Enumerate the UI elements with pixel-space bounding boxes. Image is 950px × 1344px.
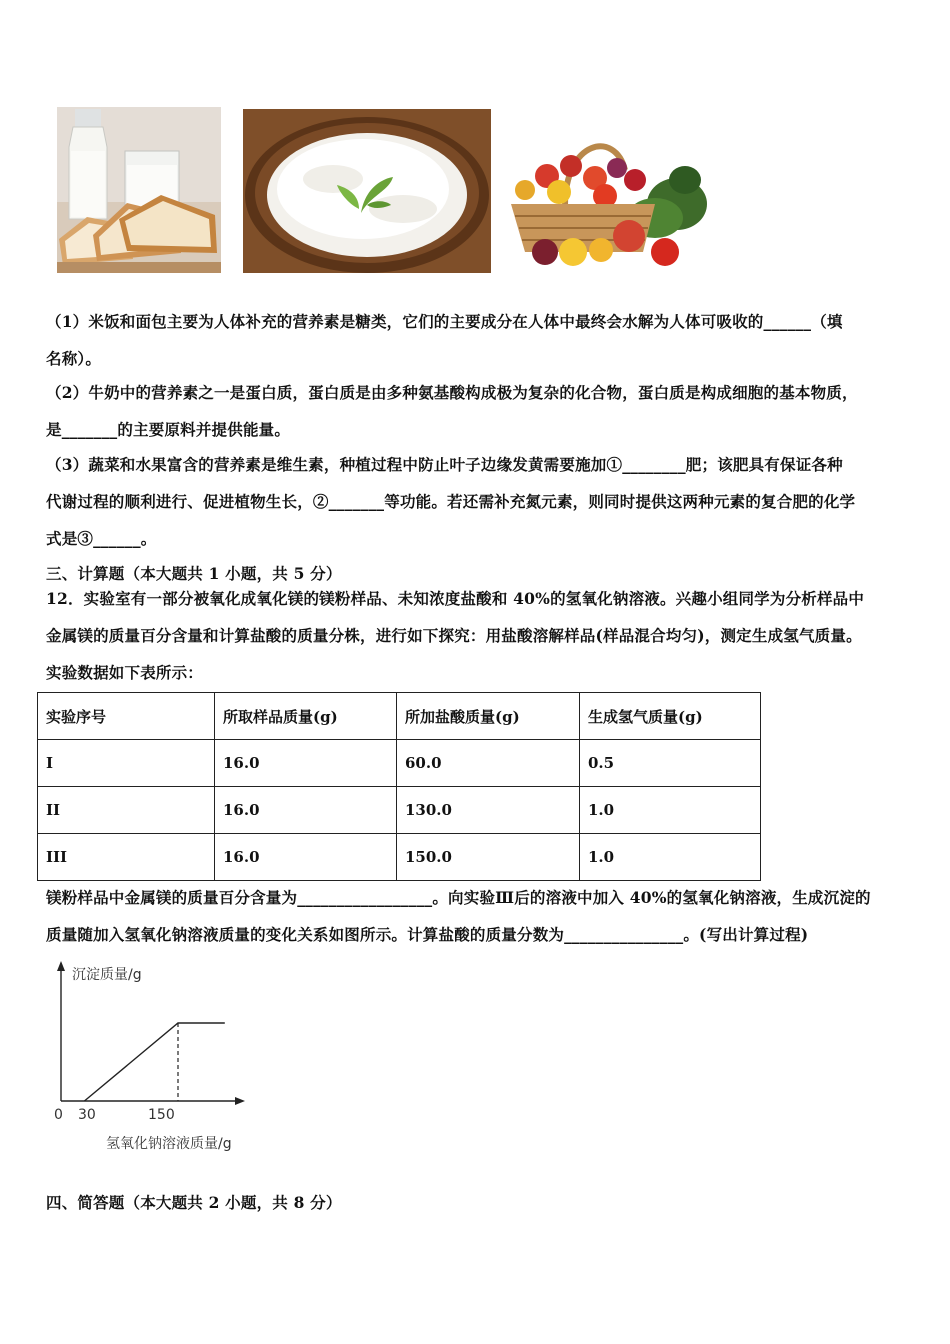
rice-bowl-image — [243, 109, 491, 273]
table-cell: 130.0 — [397, 787, 580, 834]
question-12-line-2: 金属镁的质量百分含量和计算盐酸的质量分株，进行如下探究：用盐酸溶解样品(样品混合均匀)，测定生成氢气质量。 — [46, 626, 862, 645]
question-3-line-3: 式是③______。 — [46, 529, 157, 548]
table-cell: 16.0 — [215, 834, 397, 881]
table-cell: III — [38, 834, 215, 881]
table-row — [38, 740, 761, 787]
table-cell: 16.0 — [215, 740, 397, 787]
x-axis-label: 氢氧化钠溶液质量/g — [106, 1136, 232, 1152]
question-12-line-3: 实验数据如下表所示： — [46, 663, 204, 682]
question-2-line-1: （2）牛奶中的营养素之一是蛋白质，蛋白质是由多种氨基酸构成极为复杂的化合物，蛋白质是构成细胞的基本物质， — [46, 383, 858, 402]
table-header-row — [38, 693, 761, 740]
question-2-line-2: 是_______的主要原料并提供能量。 — [46, 420, 291, 439]
table-cell: 60.0 — [397, 740, 580, 787]
question-3-line-1: （3）蔬菜和水果富含的营养素是维生素，种植过程中防止叶子边缘发黄需要施加①________肥；该肥具有保证各种 — [46, 455, 843, 474]
section-4-heading: 四、简答题（本大题共 2 小题，共 8 分） — [46, 1193, 342, 1212]
after-table-line-2: 质量随加入氢氧化钠溶液质量的变化关系如图所示。计算盐酸的质量分数为_______________。(写出计算过程) — [46, 925, 809, 944]
table-cell: 16.0 — [215, 787, 397, 834]
y-axis-arrow-icon — [57, 961, 65, 971]
x-tick-label: 0 — [54, 1107, 63, 1123]
experiment-table — [37, 692, 761, 881]
table-cell: II — [38, 787, 215, 834]
after-table-line-1: 镁粉样品中金属镁的质量百分含量为_________________。向实验Ⅲ后的溶液中加入 40%的氢氧化钠溶液，生成沉淀的 — [46, 888, 871, 907]
precipitate-line — [84, 1023, 224, 1101]
section-3-heading: 三、计算题（本大题共 1 小题，共 5 分） — [46, 564, 342, 583]
table-header-cell: 实验序号 — [38, 693, 215, 740]
table-header-cell: 所取样品质量(g) — [215, 693, 397, 740]
question-1-line-1: （1）米饭和面包主要为人体补充的营养素是糖类，它们的主要成分在人体中最终会水解为人体可吸收的______（填 — [46, 312, 843, 331]
table-header-cell: 所加盐酸质量(g) — [397, 693, 580, 740]
y-axis-label: 沉淀质量/g — [72, 967, 142, 983]
table-header-cell: 生成氢气质量(g) — [580, 693, 761, 740]
precipitate-graph — [40, 955, 280, 1155]
question-1-line-2: 名称）。 — [46, 349, 102, 368]
table-row — [38, 834, 761, 881]
table-cell: I — [38, 740, 215, 787]
table-row — [38, 787, 761, 834]
fruit-basket-image — [505, 120, 708, 270]
x-tick-label: 30 — [78, 1107, 96, 1123]
x-tick-label: 150 — [148, 1107, 175, 1123]
question-12-line-1: 12．实验室有一部分被氧化成氧化镁的镁粉样品、未知浓度盐酸和 40%的氢氧化钠溶液。兴趣小组同学为分析样品中 — [46, 589, 865, 608]
question-3-line-2: 代谢过程的顺利进行、促进植物生长，②_______等功能。若还需补充氮元素，则同时提供这两种元素的复合肥的化学 — [46, 492, 856, 511]
milk-bread-image — [57, 107, 221, 273]
table-cell: 1.0 — [580, 834, 761, 881]
table-cell: 0.5 — [580, 740, 761, 787]
table-cell: 150.0 — [397, 834, 580, 881]
x-axis-arrow-icon — [235, 1097, 245, 1105]
table-cell: 1.0 — [580, 787, 761, 834]
